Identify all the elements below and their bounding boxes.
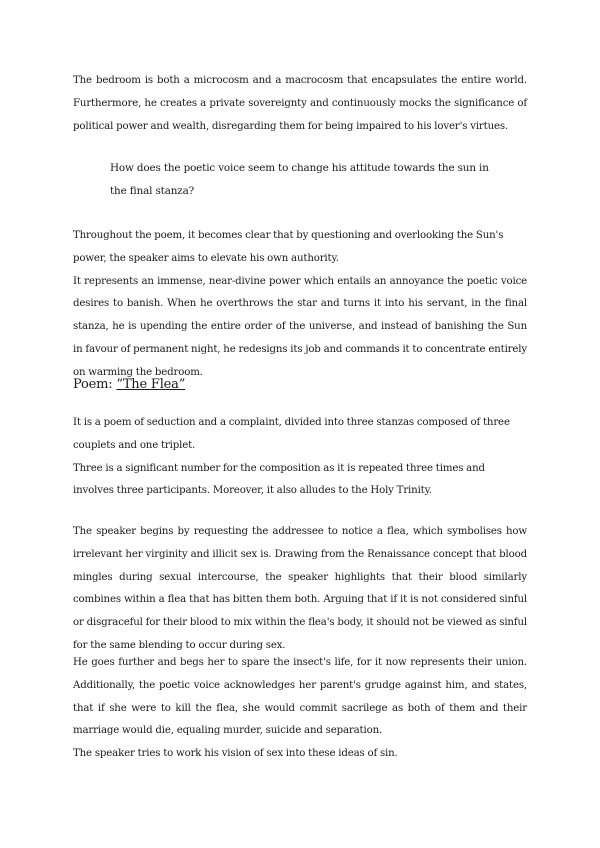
paragraph-sun-analysis [73, 225, 527, 385]
paragraph-text: It is a poem of seduction and a complaint, divided into three stanzas composed of three couplets and one triplet. [73, 417, 510, 451]
paragraph-flea-structure [73, 412, 527, 503]
paragraph-flea-request [73, 521, 527, 658]
paragraph-text: Three is a significant number for the composition as it is repeated three times and involves three participants. Moreover, it also alludes to the Holy Trinity. [73, 462, 485, 497]
question-sun-attitude [110, 157, 500, 203]
paragraph-text: The speaker begins by requesting the addressee to notice a flea, which symbolises how irrelevant her virginity and illicit sex is. Drawing from the Renaissance concept that blood mingles during sexual intercourse, the speaker highlights that their blood similarly combines within a flea that has bitten them both. Arguing that if it is not considered sinful or disgraceful for their blood to mix within the flea's body, it should not be viewed as sinful for the same blending to occur during sex. [73, 526, 527, 651]
paragraph-text: The bedroom is both a microcosm and a macrocosm that encapsulates the entire world. Furthermore, he creates a private sovereignty and continuously mocks the significance of political power and wealth, disregarding them for being impaired to his lover's virtues. [73, 75, 527, 132]
question-text: How does the poetic voice seem to change his attitude towards the sun in the final stanza? [110, 162, 489, 197]
paragraph-flea-plea [73, 652, 527, 766]
heading-title: “The Flea” [116, 377, 186, 392]
paragraph-text: He goes further and begs her to spare the insect's life, for it now represents their union. Additionally, the poetic voice acknowledges her parent's grudge against him, and states, that if she were to kill the flea, she would commit sacrilege as both of them and their marriage would die, equaling murder, suicide and separation. [73, 657, 527, 737]
section-heading-the-flea [73, 375, 185, 395]
paragraph-text: The speaker tries to work his vision of sex into these ideas of sin. [73, 748, 398, 760]
paragraph-text: It represents an immense, near-divine power which entails an annoyance the poetic voice desires to banish. When he overthrows the star and turns it into his servant, in the final stanza, he is upending the entire order of the universe, and instead of banishing the Sun in favour of permanent night, he redesigns its job and commands it to concentrate entirely on warming the bedroom. [73, 275, 527, 378]
paragraph-text: Throughout the poem, it becomes clear that by questioning and overlooking the Sun's power, the speaker aims to elevate his own authority. [73, 230, 504, 264]
paragraph-bedroom-microcosm [73, 70, 527, 138]
heading-label: Poem: [73, 377, 117, 392]
